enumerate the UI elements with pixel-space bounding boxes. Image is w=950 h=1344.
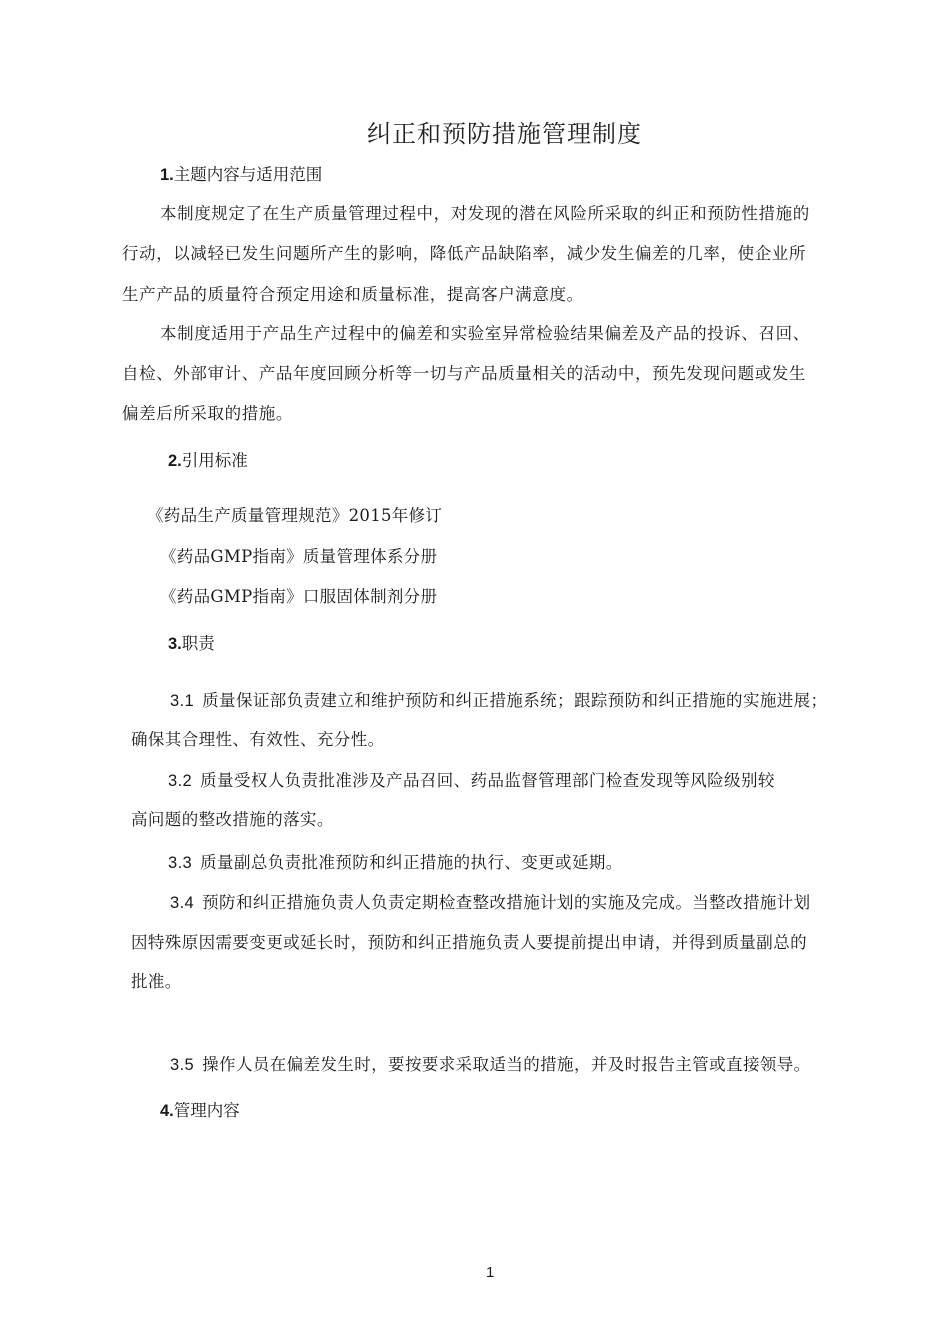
- item-text: 预防和纠正措施负责人负责定期检查整改措施计划的实施及完成。当整改措施计划: [202, 893, 811, 912]
- responsibility-3-1-line2: 确保其合理性、有效性、充分性。: [131, 730, 385, 749]
- responsibility-3-4-line3: 批准。: [131, 972, 182, 991]
- section-title: 职责: [181, 634, 215, 653]
- responsibility-3-4-line2: 因特殊原因需要变更或延长时，预防和纠正措施负责人要提前提出申请，并得到质量副总的: [131, 933, 807, 952]
- document-title: 纠正和预防措施管理制度: [367, 120, 642, 148]
- section-3-heading: [168, 630, 215, 654]
- responsibility-3-2-line2: 高问题的整改措施的落实。: [131, 810, 334, 829]
- section-1-para2-line2: 自检、外部审计、产品年度回顾分析等一切与产品质量相关的活动中，预先发现问题或发生: [122, 364, 806, 383]
- reference-item: 《药品生产质量管理规范》2015年修订: [147, 506, 443, 525]
- page-number: 1: [486, 1264, 495, 1281]
- section-title: 管理内容: [173, 1101, 240, 1120]
- responsibility-3-3-line1: [168, 849, 623, 873]
- section-title: 引用标准: [181, 451, 248, 470]
- section-2-heading: [168, 447, 248, 471]
- item-number: 3.5: [170, 1056, 195, 1074]
- item-text: 质量保证部负责建立和维护预防和纠正措施系统；跟踪预防和纠正措施的实施进展；: [202, 691, 828, 710]
- section-1-heading: [160, 161, 322, 185]
- section-1-para2-line3: 偏差后所采取的措施。: [122, 404, 293, 423]
- section-1-para1-line2: 行动，以减轻已发生问题所产生的影响，降低产品缺陷率，减少发生偏差的几率，使企业所: [122, 244, 806, 263]
- section-1-para1-line1: 本制度规定了在生产质量管理过程中，对发现的潜在风险所采取的纠正和预防性措施的: [160, 204, 810, 223]
- section-number: 3.: [168, 635, 182, 653]
- section-title: 主题内容与适用范围: [173, 165, 323, 184]
- section-number: 2.: [168, 452, 182, 470]
- item-number: 3.1: [170, 692, 195, 710]
- section-1-para2-line1: 本制度适用于产品生产过程中的偏差和实验室异常检验结果偏差及产品的投诉、召回、: [160, 324, 810, 343]
- item-text: 质量受权人负责批准涉及产品召回、药品监督管理部门检查发现等风险级别较: [200, 771, 775, 790]
- item-text: 操作人员在偏差发生时，要按要求采取适当的措施，并及时报告主管或直接领导。: [202, 1055, 811, 1074]
- item-text: 质量副总负责批准预防和纠正措施的执行、变更或延期。: [200, 853, 623, 872]
- section-number: 1.: [160, 166, 174, 184]
- section-1-para1-line3: 生产产品的质量符合预定用途和质量标准，提高客户满意度。: [122, 285, 584, 304]
- responsibility-3-2-line1: [168, 767, 775, 791]
- item-number: 3.4: [170, 894, 195, 912]
- item-number: 3.2: [168, 772, 193, 790]
- responsibility-3-5-line1: [170, 1051, 811, 1075]
- section-4-heading: [160, 1097, 240, 1121]
- responsibility-3-1-line1: [170, 687, 827, 711]
- item-number: 3.3: [168, 854, 193, 872]
- reference-item: 《药品GMP指南》质量管理体系分册: [160, 547, 438, 566]
- section-number: 4.: [160, 1102, 174, 1120]
- responsibility-3-4-line1: [170, 889, 811, 913]
- reference-item: 《药品GMP指南》口服固体制剂分册: [160, 587, 438, 606]
